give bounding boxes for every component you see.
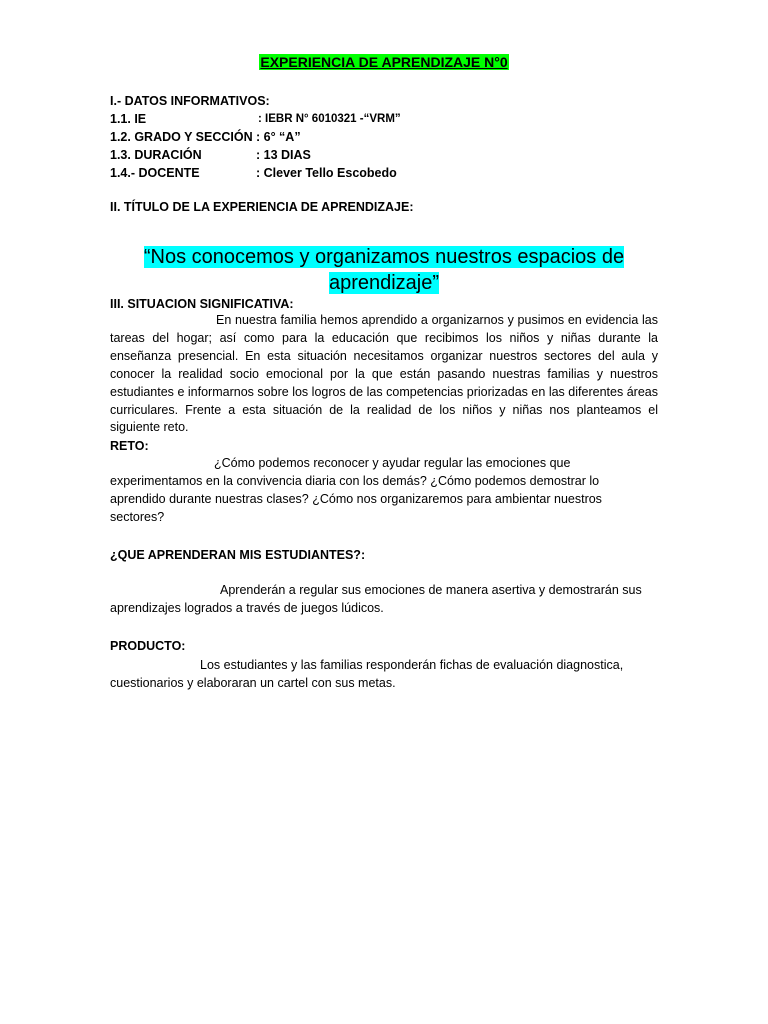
info-value: : Clever Tello Escobedo bbox=[256, 166, 397, 180]
situation-paragraph: En nuestra familia hemos aprendido a organizarnos y pusimos en evidencia las tareas del hogar; así como para la educación que recibimos los niños y niñas durante la enseñanza presencial. En esta situación necesitamos organizar nuestros sectores del aula y conocer la realidad socio emocional por la que están pasando nuestras familias y nuestros estudiantes e informarnos sobre los logros de las competencias priorizadas en las diferentes áreas curriculares. Frente a esta situación de la realidad de los niños y niñas nos planteamos el siguiente reto. bbox=[110, 313, 658, 435]
document-title-text: EXPERIENCIA DE APRENDIZAJE N°0 bbox=[260, 54, 508, 70]
experience-title-line1: “Nos conocemos y organizamos nuestros espacios de bbox=[143, 246, 625, 268]
section-situacion-heading: III. SITUACION SIGNIFICATIVA: bbox=[110, 297, 294, 311]
product-paragraph: Los estudiantes y las familias responderán fichas de evaluación diagnostica, cuestionarios y elaboraran un cartel con sus metas. bbox=[110, 658, 624, 690]
info-value: : 13 DIAS bbox=[256, 148, 311, 162]
info-key: 1.1. IE bbox=[110, 112, 147, 126]
section-titulo-heading: II. TÍTULO DE LA EXPERIENCIA DE APRENDIZAJE: bbox=[110, 200, 414, 214]
learn-heading: ¿QUE APRENDERAN MIS ESTUDIANTES?: bbox=[110, 548, 366, 562]
info-value: : IEBR N° 6010321 -“VRM” bbox=[258, 113, 401, 125]
info-row-docente bbox=[110, 164, 610, 182]
reto-paragraph: ¿Cómo podemos reconocer y ayudar regular las emociones que experimentamos en la convivencia diaria con los demás? ¿Cómo podemos demostrar lo aprendido durante nuestras clases? ¿Cómo nos organizaremos para ambientar nuestros sectores? bbox=[110, 456, 602, 524]
info-key: 1.4.- DOCENTE bbox=[110, 166, 200, 180]
info-key: 1.3. DURACIÓN bbox=[110, 148, 202, 162]
document-title bbox=[0, 54, 768, 70]
info-key: 1.2. GRADO Y SECCIÓN bbox=[110, 130, 253, 144]
experience-title-line2: aprendizaje” bbox=[328, 272, 440, 294]
info-row-duracion bbox=[110, 146, 610, 164]
learn-paragraph: Aprenderán a regular sus emociones de manera asertiva y demostrarán sus aprendizajes logrados a través de juegos lúdicos. bbox=[110, 583, 642, 615]
experience-title bbox=[0, 244, 768, 296]
info-row-grado bbox=[110, 128, 610, 146]
reto-heading: RETO: bbox=[110, 439, 149, 453]
info-value: : 6° “A” bbox=[256, 130, 301, 144]
section-datos-heading: I.- DATOS INFORMATIVOS: bbox=[110, 94, 270, 108]
product-heading: PRODUCTO: bbox=[110, 639, 186, 653]
info-row-ie bbox=[110, 110, 610, 128]
info-table bbox=[110, 110, 610, 182]
